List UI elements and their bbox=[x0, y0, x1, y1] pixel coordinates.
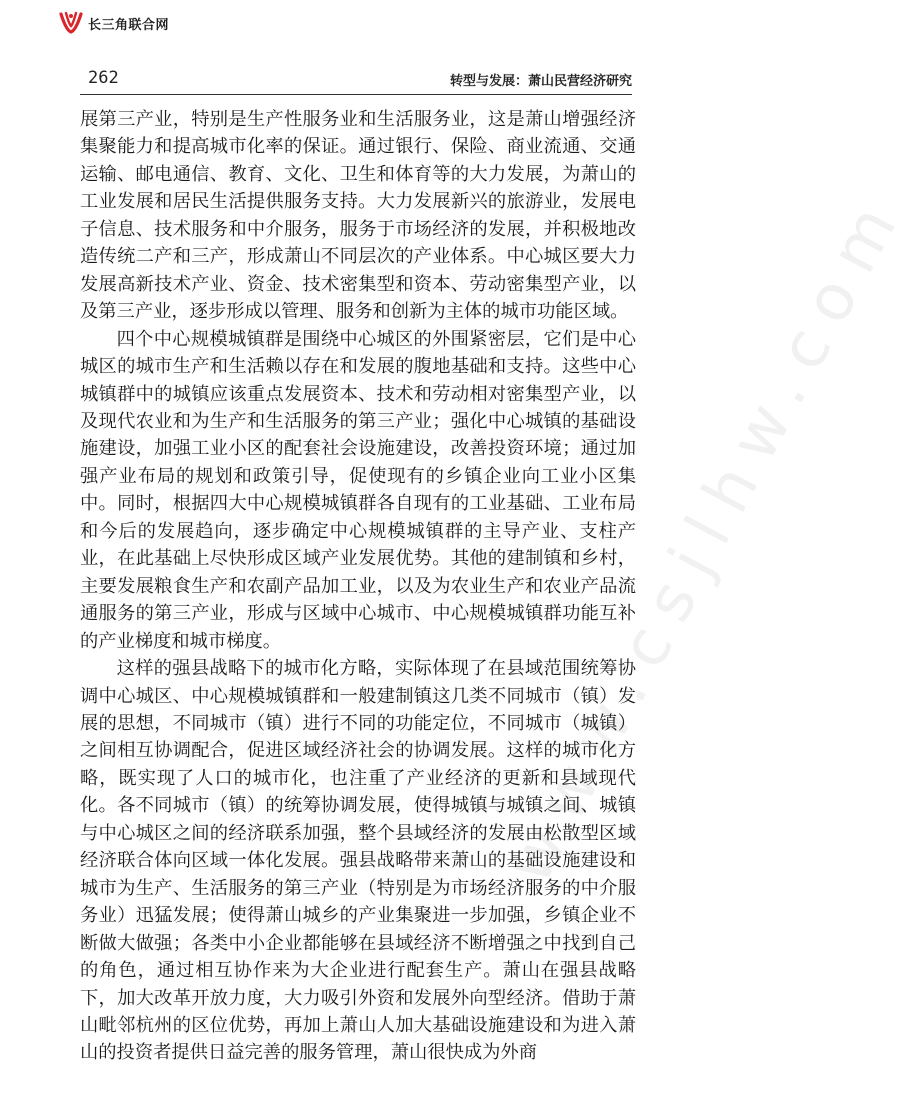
paragraph-3: 这样的强县战略下的城市化方略，实际体现了在县域范围统筹协调中心城区、中心规模城镇群和一般建制镇这几类不同城市（镇）发展的思想，不同城市（镇）进行不同的功能定位，不同城市（城镇）之间相互协调配合，促进区域经济社会的协调发展。这样的城市化方略，既实现了人口的城市化，也注重了产业经济的更新和县域现代化。各不同城市（镇）的统筹协调发展，使得城镇与城镇之间、城镇与中心城区之间的经济联系加强，整个县域经济的发展由松散型区域经济联合体向区域一体化发展。强县战略带来萧山的基础设施建设和城市为生产、生活服务的第三产业（特别是为市场经济服务的中介服务业）迅猛发展；使得萧山城乡的产业集聚进一步加强，乡镇企业不断做大做强；各类中小企业都能够在县域经济不断增强之中找到自己的角色，通过相互协作来为大企业进行配套生产。萧山在强县战略下，加大改革开放力度，大力吸引外资和发展外向型经济。借助于萧山毗邻杭州的区位优势，再加上萧山人加大基础设施建设和为进入萧山的投资者提供日益完善的服务管理，萧山很快成为外商 bbox=[80, 658, 636, 1064]
paragraph-1: 展第三产业，特别是生产性服务业和生活服务业，这是萧山增强经济集聚能力和提高城市化率的保证。通过银行、保险、商业流通、交通运输、邮电通信、教育、文化、卫生和体育等的大力发展，为萧山的工业发展和居民生活提供服务支持。大力发展新兴的旅游业，发展电子信息、技术服务和中介服务，服务于市场经济的发展，并积极地改造传统二产和三产，形成萧山不同层次的产业体系。中心城区要大力发展高新技术产业、资金、技术密集型和资本、劳动密集型产业，以及第三产业，逐步形成以管理、服务和创新为主体的城市功能区域。 bbox=[80, 109, 636, 323]
page-number: 262 bbox=[88, 68, 119, 88]
body-text bbox=[80, 106, 636, 1067]
logo-icon bbox=[58, 10, 84, 36]
site-logo bbox=[58, 8, 169, 38]
site-name: 长三角联合网 bbox=[88, 17, 170, 33]
watermark: www.csjlhw.com bbox=[492, 178, 920, 896]
page-header bbox=[80, 64, 632, 95]
running-title: 转型与发展：萧山民营经济研究 bbox=[449, 74, 632, 89]
paragraph-2: 四个中心规模城镇群是围绕中心城区的外围紧密层，它们是中心城区的城市生产和生活赖以存在和发展的腹地基础和支持。这些中心城镇群中的城镇应该重点发展资本、技术和劳动相对密集型产业，以及现代农业和为生产和生活服务的第三产业；强化中心城镇的基础设施建设，加强工业小区的配套社会设施建设，改善投资环境；通过加强产业布局的规划和政策引导，促使现有的乡镇企业向工业小区集中。同时，根据四大中心规模城镇群各自现有的工业基础、工业布局和今后的发展趋向，逐步确定中心规模城镇群的主导产业、支柱产业，在此基础上尽快形成区域产业发展优势。其他的建制镇和乡村，主要发展粮食生产和农副产品加工业，以及为农业生产和农业产品流通服务的第三产业，形成与区域中心城市、中心规模城镇群功能互补的产业梯度和城市梯度。 bbox=[80, 328, 636, 652]
